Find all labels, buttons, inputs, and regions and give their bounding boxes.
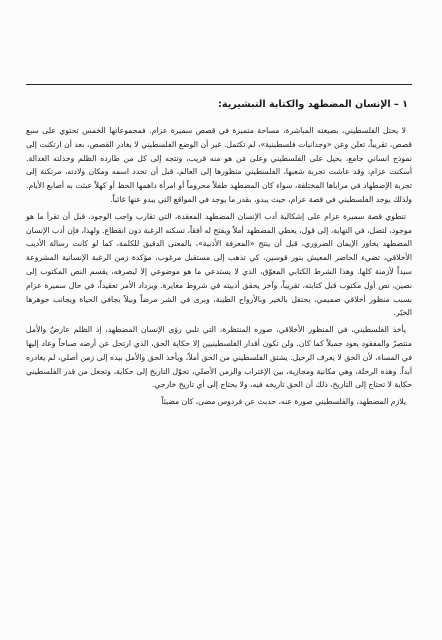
body-text xyxy=(26,124,412,409)
paragraph: لا يحتل الفلسطيني، بصيغته المباشرة، مساحة متميزة في قصص سميرة عزام. فمجموعاتها الخمس تحتوي على سبع قصص، تقريباً، تعلن وعن «وجدانيات فلسطينية»، لم تكتمل. غير أن الوضع الفلسطيني لا يغادر القصص، بعد أن ارتكنت إلى نموذج انساني جامع، يحيل على الفلسطيني وعلى مَن هو منه قريب، وتتجه إلى كل من طارده الظلم وخذلته العدالة. أسكنت عزام، وقد عاشت تجربة شعبها، الفلسطيني منظورها إلى العالم، قبل أن تحدد اسمه ومكان ولادته، مرتكنة إلى تجربة الإضطهاد في مراياها المختلفة، سواء كان المضطهد طفلاً محروماً أو امرأة داهمها الحظ أو كهلاً عبثت به أصابع الأيام. ولذلك يوجد الفلسطيني في قصة عزام، حيث يبدو، بقدر ما يوجد في المواقع التي يبدو عنها غائباً. xyxy=(26,126,412,204)
section-heading: ١ – الإنسان المضطهد والكتابة التبشيرية: xyxy=(218,99,408,110)
paragraph: يلازم المضطهد، والفلسطيني صورة عنه، حديث عن فردوس مضى، كان مضيئاً xyxy=(161,397,406,407)
paragraph: يأخذ الفلسطيني، في المنظور الأخلاقي، صوره المنتظرة، التي تلبي رؤى الإنسان المضطهد، إذ الظلم عارضٌ والأمل منتصرٌ والمفقود يعود جميلاً كما كان. ولن تكون أقدار الفلسطينيين إلا حكاية الحق، الذي ارتحل عن أرضه صباحاً وعاد إليها في المساء، لأن الحق لا يعرف الرحيل. يشتق الفلسطيني من الحق أملاً، ويأخذ الحق والأمل بيده إلى زمن أصلي، لم يغادره أبداً. وهذه الرحلة، وهي مكانية ومجازية، بين الإغتراب والزمن الأصلي، تحوّل التاريخ إلى حكاية، وتجعل من قدر الفلسطيني حكاية لا تحتاج إلى التاريخ، ذلك أن الحق تاريخه فيه، ولا يحتاج إلى أي تاريخ خارجي. xyxy=(26,325,412,390)
top-divider xyxy=(26,84,412,85)
paragraph: تنطوي قصة سميرة عزام على إشكالية أدب الإنسان المضطهد المعقدة، التي تقارب واجب الوجود، قبل أن تقرأ ما هو موجود، لتصل، في النهاية، إلى قول، يعطي المضطهد أملاً ويفتح له أفقاً، تسكنه الرغبة دون انقطاع. ولهذا، فإن أدب الإنسان المضطهد يحاور الإيمان الضروري، قبل أن ينتج «المعرفة الأدبية»، بالمعنى الدقيق للكلمة، كما لو كانت رسالة الأديب الأخلاقي، تضيء الحاضر المعيش بنور قوسين، كي تذهب إلى مستقبل مرغوب، مؤكدة زمن الرغبة الإنسانية المشروعة سيداً لأزمنة كلها. وهذا الشرط الكتابي المعوّق، الذي لا يستدعي ما هو موضوعي إلا ليصرفه، يقسم النص المكتوب إلى نصين، نص أول مكتوب قبل كتابته، تقريباً، وآخر يحقق أدبيته في شروط مغايرة. ويزداد الأمر تعقيداً، في حال سميرة عزام بسبب منظور أخلاقي صميمي، يحتفل بالخير وبالأرواح الطيبة، ويرى في الشر مرضاً وبيلاً يجافي الحياة ويجانب جوهرها الخيّر. xyxy=(26,211,412,318)
